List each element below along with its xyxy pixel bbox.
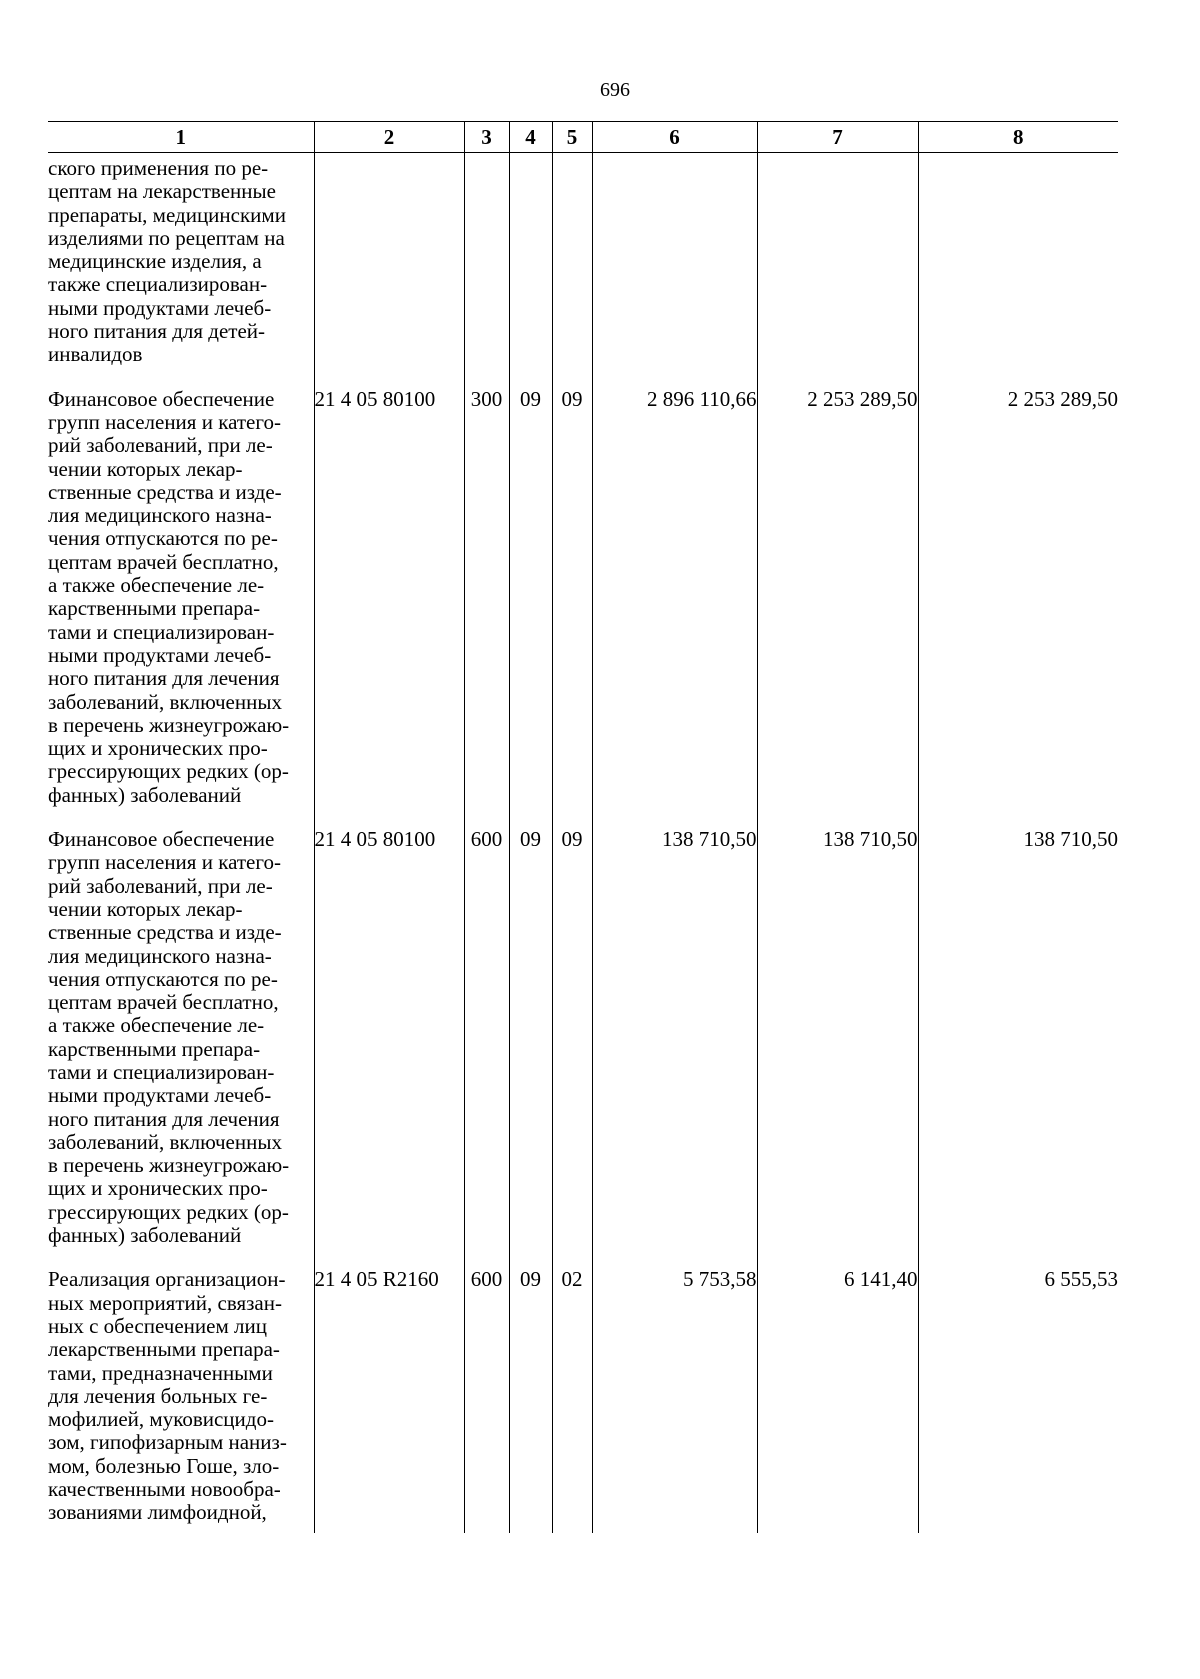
row-target-code xyxy=(314,153,464,388)
header-row xyxy=(48,122,1118,153)
row-description: Финансовое обеспечение групп населения и катего- рий заболеваний, при ле- чении которых лекар- ственные средства и изде- лия медицинского назна- чения отпускаются по ре- цептам врачей бесплатно, а также обеспечение ле- карственными препара- тами и специализирован- ными продуктами лечеб- ного питания для лечения заболеваний, включенных в перечень жизнеугрожаю- щих и хронических про- грессирующих редких (ор- фанных) заболеваний xyxy=(48,388,314,828)
row-section: 09 xyxy=(509,388,552,828)
row-section: 09 xyxy=(509,828,552,1268)
table-row xyxy=(48,1268,1118,1532)
table-header xyxy=(48,122,1118,153)
header-cell-7: 7 xyxy=(757,122,918,153)
row-expense-type: 600 xyxy=(464,1268,509,1532)
table-row xyxy=(48,153,1118,388)
header-cell-3: 3 xyxy=(464,122,509,153)
header-cell-5: 5 xyxy=(552,122,592,153)
page-number: 696 xyxy=(600,79,630,101)
header-cell-8: 8 xyxy=(918,122,1118,153)
row-amount-col6 xyxy=(592,153,757,388)
row-description: Реализация организацион- ных мероприятий, связан- ных с обеспечением лиц лекарственными препара- тами, предназначенными для лечения больных ге- мофилией, муковисцидо- зом, гипофизарным наниз- мом, болезнью Гоше, зло- качественными новообра- зованиями лимфоидной, xyxy=(48,1268,314,1532)
row-target-code: 21 4 05 80100 xyxy=(314,388,464,828)
table-row xyxy=(48,388,1118,828)
header-cell-6: 6 xyxy=(592,122,757,153)
row-amount-col6: 5 753,58 xyxy=(592,1268,757,1532)
row-amount-col7: 6 141,40 xyxy=(757,1268,918,1532)
row-amount-col7: 138 710,50 xyxy=(757,828,918,1268)
row-section: 09 xyxy=(509,1268,552,1532)
header-cell-1: 1 xyxy=(48,122,314,153)
table-body xyxy=(48,153,1118,1533)
row-target-code: 21 4 05 R2160 xyxy=(314,1268,464,1532)
row-target-code: 21 4 05 80100 xyxy=(314,828,464,1268)
row-amount-col6: 138 710,50 xyxy=(592,828,757,1268)
row-subsection xyxy=(552,153,592,388)
row-amount-col7: 2 253 289,50 xyxy=(757,388,918,828)
table-row xyxy=(48,828,1118,1268)
row-description: ского применения по ре- цептам на лекарственные препараты, медицинскими изделиями по рецептам на медицинские изделия, а также специализирован- ными продуктами лечеб- ного питания для детей- инвалидов xyxy=(48,153,314,388)
budget-table xyxy=(48,121,1118,1533)
row-amount-col8 xyxy=(918,153,1118,388)
row-amount-col8: 138 710,50 xyxy=(918,828,1118,1268)
row-amount-col7 xyxy=(757,153,918,388)
row-expense-type: 300 xyxy=(464,388,509,828)
row-amount-col6: 2 896 110,66 xyxy=(592,388,757,828)
row-amount-col8: 6 555,53 xyxy=(918,1268,1118,1532)
row-expense-type: 600 xyxy=(464,828,509,1268)
row-subsection: 02 xyxy=(552,1268,592,1532)
row-description: Финансовое обеспечение групп населения и катего- рий заболеваний, при ле- чении которых лекар- ственные средства и изде- лия медицинского назна- чения отпускаются по ре- цептам врачей бесплатно, а также обеспечение ле- карственными препара- тами и специализирован- ными продуктами лечеб- ного питания для лечения заболеваний, включенных в перечень жизнеугрожаю- щих и хронических про- грессирующих редких (ор- фанных) заболеваний xyxy=(48,828,314,1268)
row-amount-col8: 2 253 289,50 xyxy=(918,388,1118,828)
header-cell-4: 4 xyxy=(509,122,552,153)
row-expense-type xyxy=(464,153,509,388)
row-section xyxy=(509,153,552,388)
row-subsection: 09 xyxy=(552,388,592,828)
row-subsection: 09 xyxy=(552,828,592,1268)
header-cell-2: 2 xyxy=(314,122,464,153)
